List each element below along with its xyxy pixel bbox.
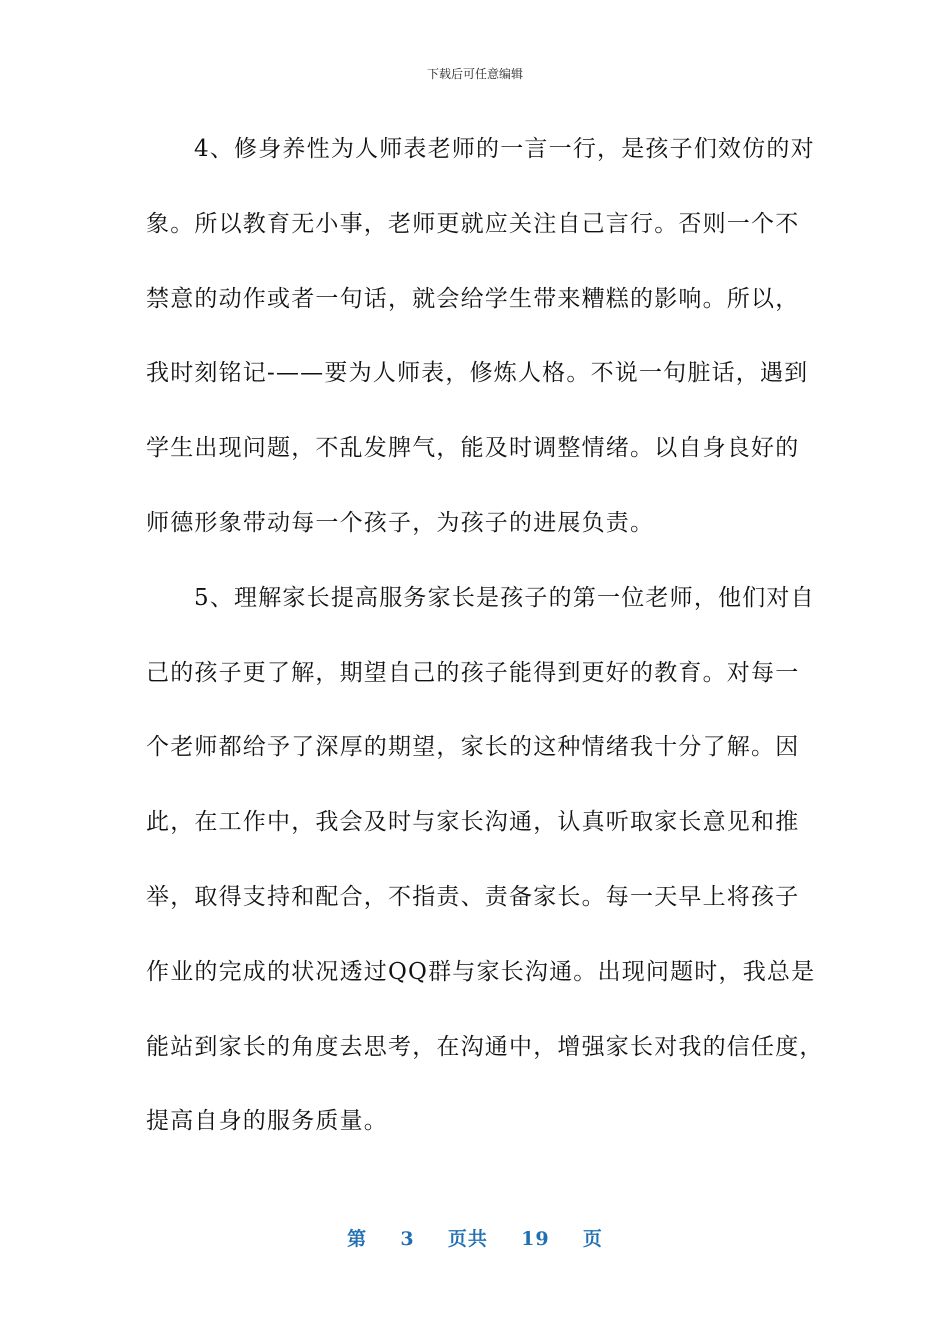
paragraph-line: 我时刻铭记-——要为人师表，修炼人格。不说一句脏话，遇到 xyxy=(146,360,809,387)
current-page-number: 3 xyxy=(400,1228,415,1250)
paragraph-line: 个老师都给予了深厚的期望，家长的这种情绪我十分了解。因 xyxy=(146,734,800,761)
paragraph-5 xyxy=(146,561,824,1159)
paragraph-line: 能站到家长的角度去思考，在沟通中，增强家长对我的信任度， xyxy=(146,1033,824,1060)
paragraph-line: 提高自身的服务质量。 xyxy=(146,1108,388,1135)
paragraph-line: 举，取得支持和配合，不指责、责备家长。每一天早上将孩子 xyxy=(146,883,800,910)
footer-middle: 页共 xyxy=(447,1228,488,1250)
page-footer xyxy=(0,1226,950,1252)
paragraph-line: 己的孩子更了解，期望自己的孩子能得到更好的教育。对每一 xyxy=(146,659,800,686)
paragraph-4 xyxy=(146,112,815,561)
paragraph-line: 师德形象带动每一个孩子，为孩子的进展负责。 xyxy=(146,509,655,536)
paragraph-line: 禁意的动作或者一句话，就会给学生带来糟糕的影响。所以， xyxy=(146,285,800,312)
page-header: 下载后可任意编辑 xyxy=(426,67,523,81)
paragraph-line: 此，在工作中，我会及时与家长沟通，认真听取家长意见和推 xyxy=(146,809,800,836)
footer-prefix: 第 xyxy=(347,1228,368,1250)
footer-suffix: 页 xyxy=(582,1228,603,1250)
paragraph-line: 象。所以教育无小事，老师更就应关注自己言行。否则一个不 xyxy=(146,210,800,237)
paragraph-line: 5、理解家长提高服务家长是孩子的第一位老师，他们对自 xyxy=(194,584,815,611)
paragraph-line: 4、修身养性为人师表老师的一言一行，是孩子们效仿的对 xyxy=(194,136,815,162)
paragraph-line: 作业的完成的状况透过QQ群与家长沟通。出现问题时，我总是 xyxy=(146,958,816,985)
total-page-count: 19 xyxy=(521,1228,550,1250)
document-body xyxy=(146,112,824,1159)
paragraph-line: 学生出现问题，不乱发脾气，能及时调整情绪。以自身良好的 xyxy=(146,435,800,462)
